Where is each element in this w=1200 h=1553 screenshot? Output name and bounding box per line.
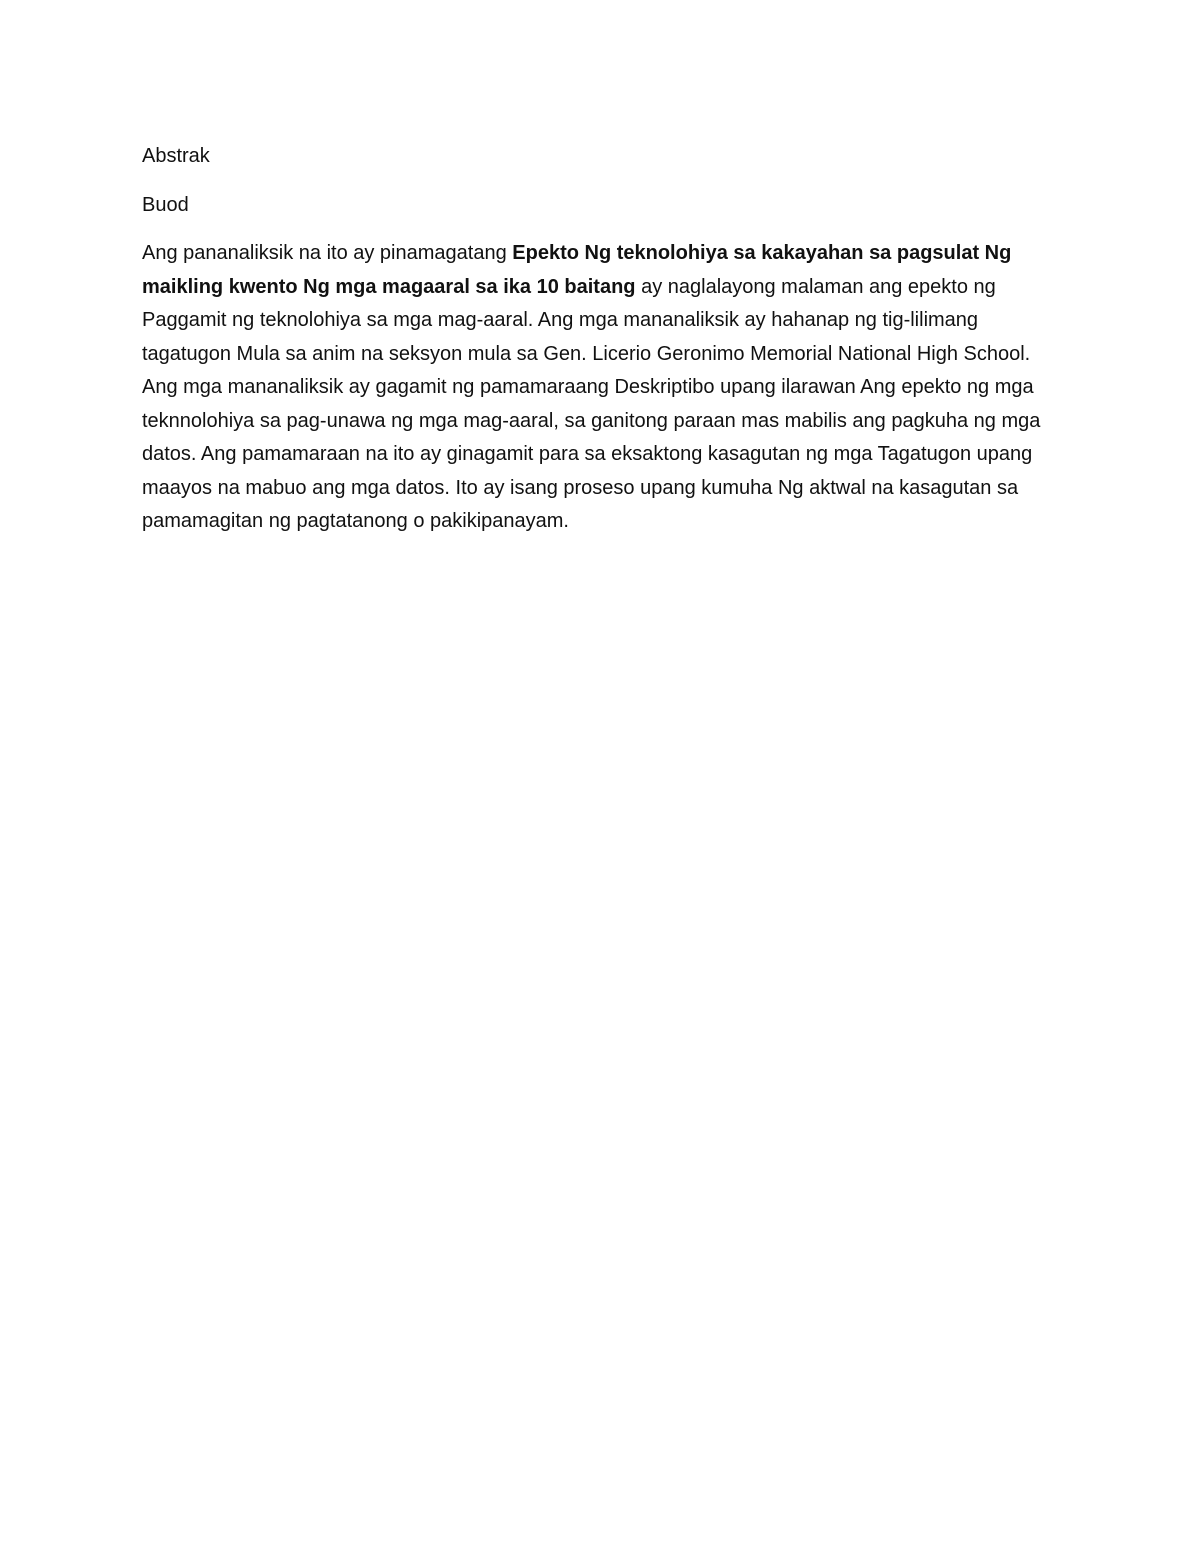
paragraph-body: ay naglalayong malaman ang epekto ng Paggamit ng teknolohiya sa mga mag-aaral. Ang mga mananaliksik ay hahanap ng tig-lilimang tagatugon Mula sa anim na seksyon mula sa Gen. Licerio Geronimo Memorial National High School. Ang mga mananaliksik ay gagamit ng pamamaraang Deskriptibo upang ilarawan Ang epekto ng mga teknnolohiya sa pag-unawa ng mga mag-aaral, sa ganitong paraan mas mabilis ang pagkuha ng mga datos. Ang pamamaraan na ito ay ginagamit para sa eksaktong kasagutan ng mga Tagatugon upang maayos na mabuo ang mga datos. Ito ay isang proseso upang kumuha Ng aktwal na kasagutan sa pamamagitan ng pagtatanong o pakikipanayam. bbox=[142, 275, 1041, 532]
document-heading: Abstrak bbox=[142, 145, 210, 167]
research-title: Epekto Ng teknolohiya sa kakayahan sa pagsulat Ng maikling kwento Ng mga magaaral sa ika 10 baitang bbox=[142, 242, 1012, 298]
document-content bbox=[142, 140, 1067, 539]
document-subheading: Buod bbox=[142, 193, 189, 216]
abstract-paragraph bbox=[142, 237, 1067, 539]
paragraph-intro: Ang pananaliksik na ito ay pinamagatang bbox=[142, 242, 513, 264]
